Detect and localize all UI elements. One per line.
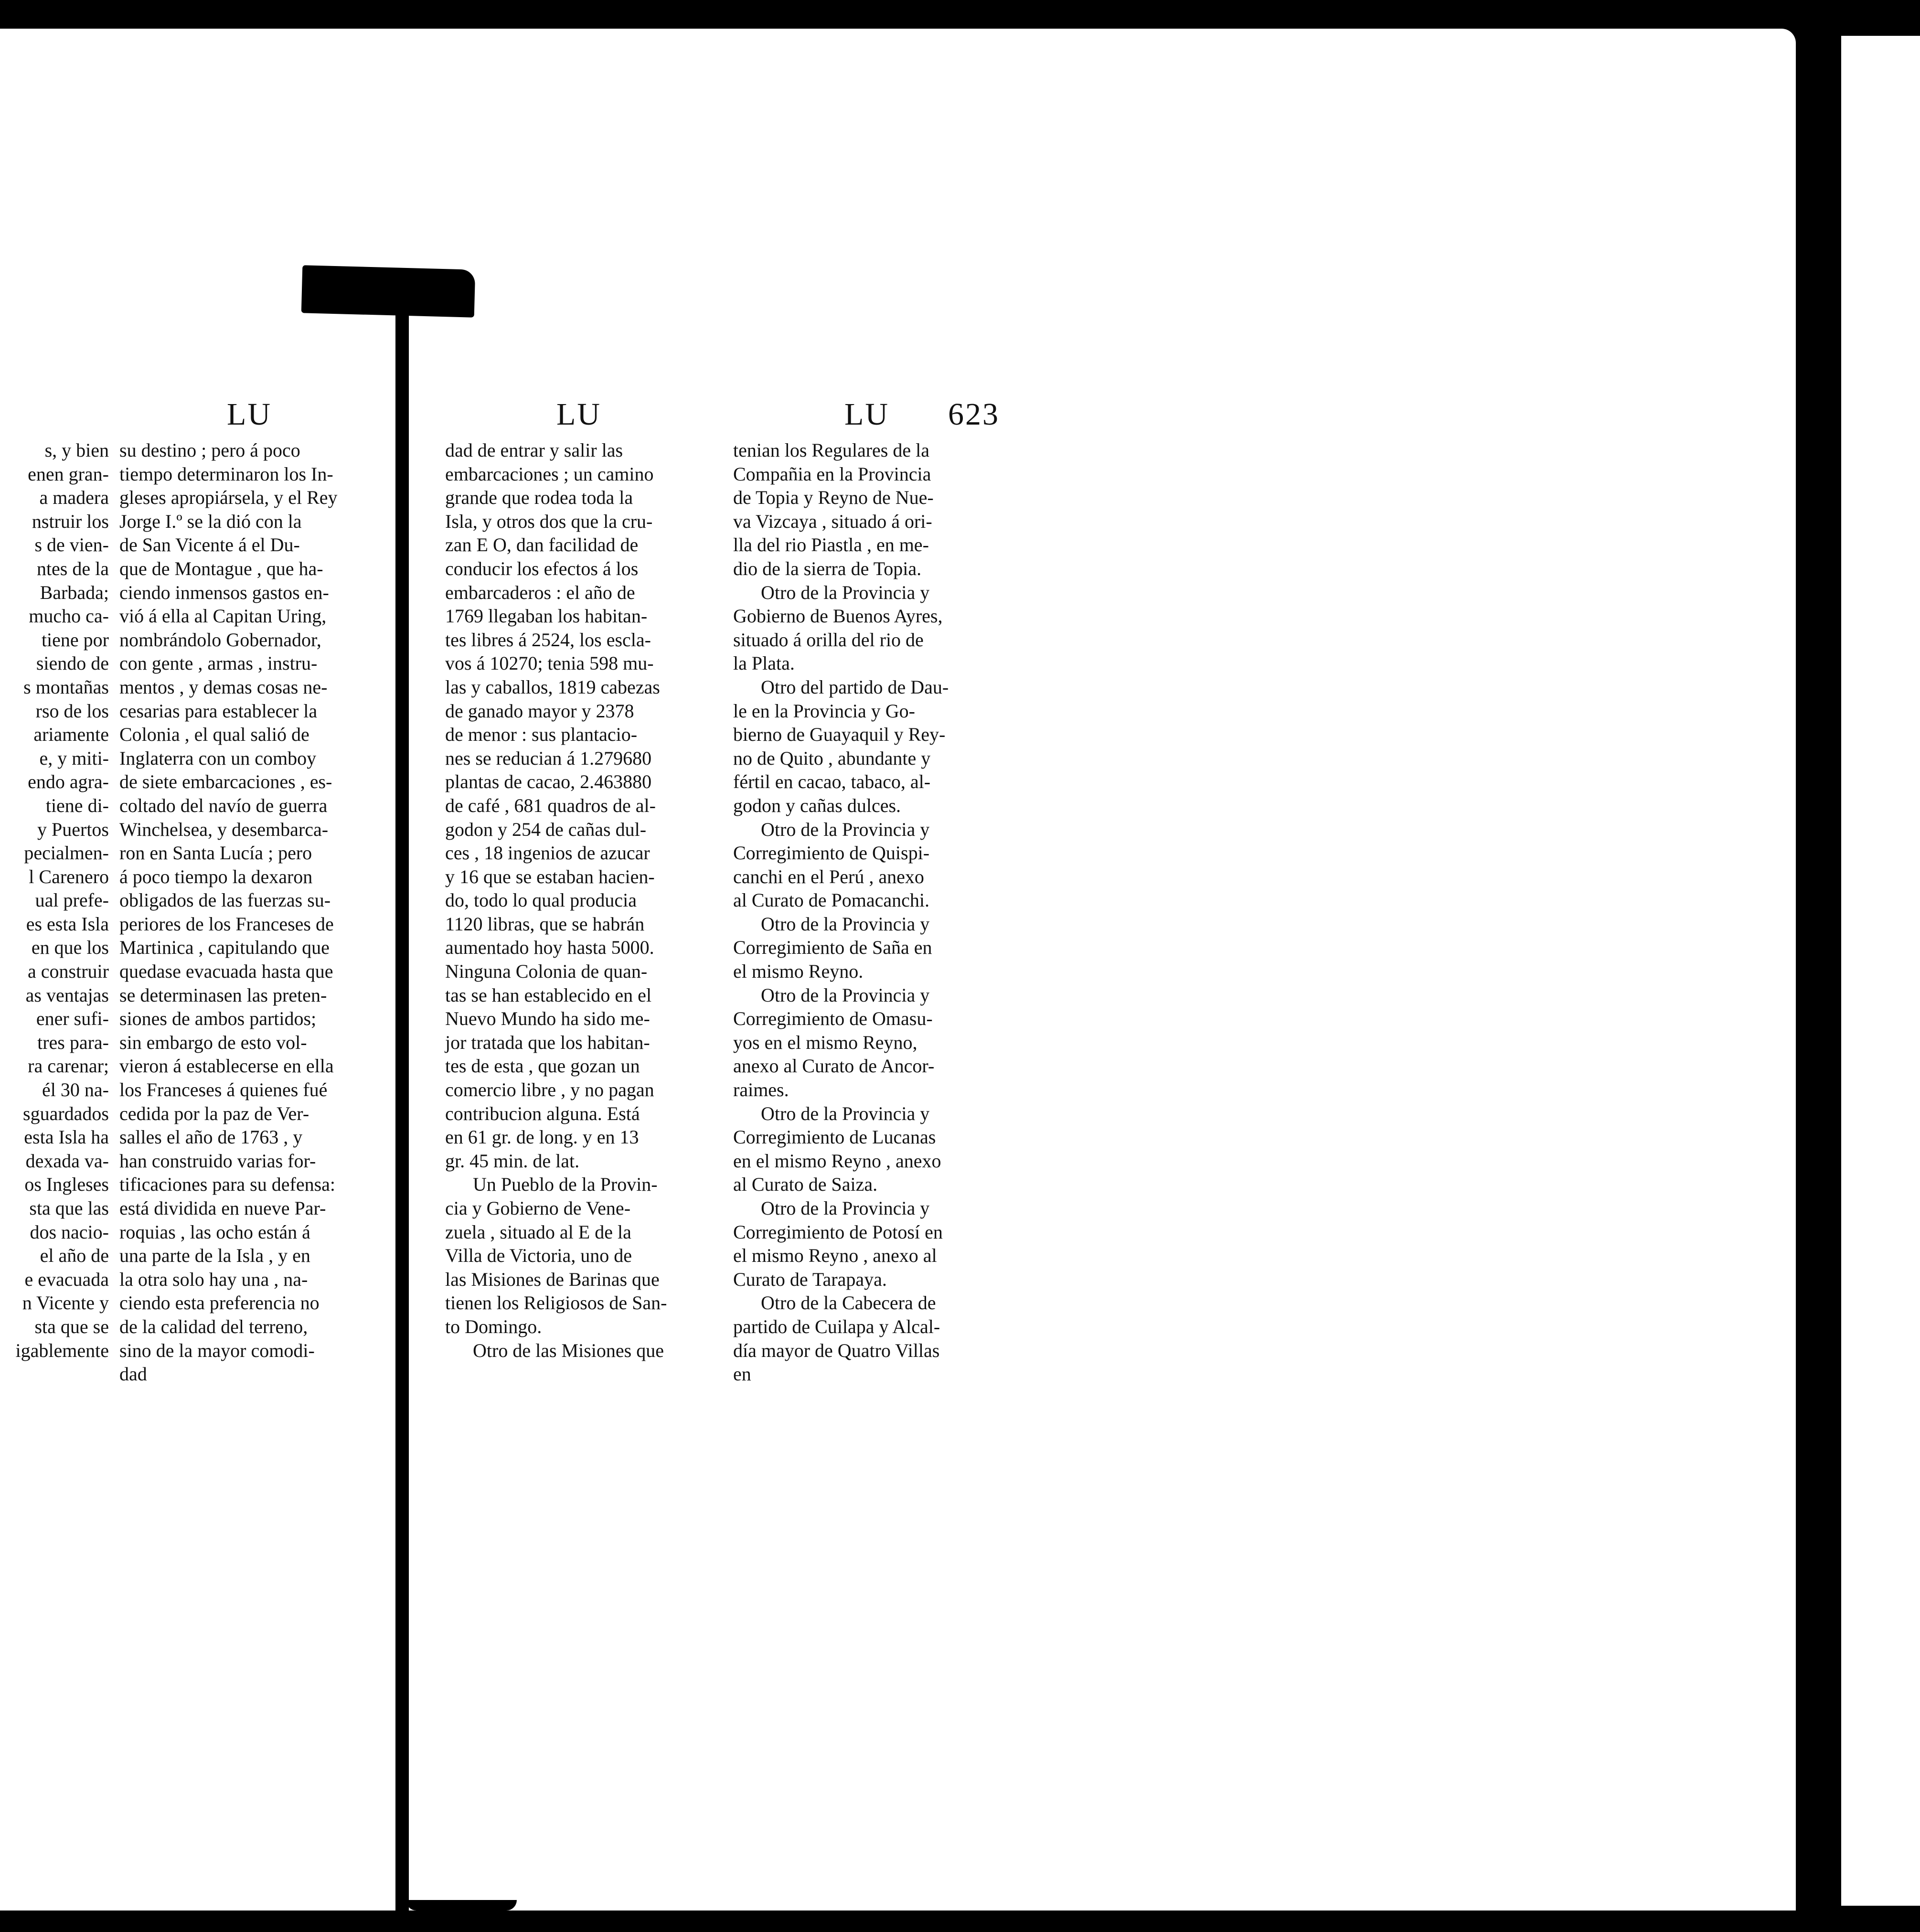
text-line: e evacuada (24, 1268, 109, 1290)
text-line: jor tratada que los habitan- (445, 1031, 650, 1053)
text-line: Otro de la Provincia y (761, 1102, 930, 1124)
text-line: vieron á establecerse en ella (119, 1055, 334, 1077)
text-line: tres para- (37, 1031, 109, 1053)
text-line: a construir (28, 961, 109, 982)
text-line: anexo al Curato de Ancor- (733, 1055, 935, 1077)
text-line: dad de entrar y salir las (445, 439, 623, 461)
text-line: va Vizcaya , situado á ori- (733, 510, 932, 532)
text-line: roquias , las ocho están á (119, 1221, 310, 1243)
text-line: una parte de la Isla , y en (119, 1245, 310, 1267)
text-line: gleses apropiársela, y el Rey (119, 487, 338, 509)
text-line: Otro de la Provincia y (761, 984, 930, 1006)
text-line: canchi en el Perú , anexo (733, 865, 924, 887)
text-line: godon y 254 de cañas dul- (445, 818, 647, 840)
text-line: coltado del navío de guerra (119, 794, 328, 816)
adjacent-page (1841, 36, 1920, 1906)
text-line: sguardados (23, 1102, 109, 1124)
text-line: cedida por la paz de Ver- (119, 1102, 309, 1124)
text-line: Martinica , capitulando que (119, 937, 330, 959)
text-line: su destino ; pero á poco (119, 439, 300, 461)
text-line: de ganado mayor y 2378 (445, 700, 634, 722)
text-line: ciendo esta preferencia no (119, 1292, 320, 1314)
text-line: zuela , situado al E de la (445, 1221, 631, 1243)
text-line: y Puertos (37, 818, 109, 840)
text-column-right (733, 438, 1005, 1386)
text-line: ciendo inmensos gastos en- (119, 581, 329, 603)
text-line: en que los (31, 937, 109, 959)
text-line: mucho ca- (29, 605, 109, 627)
text-line: obligados de las fuerzas su- (119, 889, 331, 911)
text-line: Corregimiento de Potosí en (733, 1221, 943, 1243)
text-line: dexada va- (25, 1150, 109, 1172)
text-line: ron en Santa Lucía ; pero (119, 842, 312, 864)
text-line: grande que rodea toda la (445, 487, 633, 509)
text-line: y 16 que se estaban hacien- (445, 865, 655, 887)
text-line: Inglaterra con un comboy (119, 747, 317, 769)
text-line: embarcaciones ; un camino (445, 463, 654, 485)
text-line: tificaciones para su defensa: (119, 1174, 336, 1195)
text-line: dos nacio- (30, 1221, 109, 1243)
text-column-middle (445, 438, 718, 1362)
text-line: Nuevo Mundo ha sido me- (445, 1008, 650, 1030)
text-line: conducir los efectos á los (445, 557, 639, 579)
text-line: tenian los Regulares de la (733, 439, 929, 461)
text-line: los Franceses á quienes fué (119, 1079, 328, 1101)
text-line: vos á 10270; tenia 598 mu- (445, 652, 654, 674)
text-line: cia y Gobierno de Vene- (445, 1197, 631, 1219)
text-line: siones de ambos partidos; (119, 1008, 317, 1030)
text-line: nombrándolo Gobernador, (119, 629, 321, 651)
text-line: Otro de la Provincia y (761, 913, 930, 935)
text-line: partido de Cuilapa y Alcal- (733, 1315, 940, 1337)
text-line: Otro del partido de Dau- (761, 676, 949, 698)
text-line: ual prefe- (35, 889, 109, 911)
text-line: enen gran- (28, 463, 109, 485)
text-line: vió á ella al Capitan Uring, (119, 605, 327, 627)
text-line: tiempo determinaron los In- (119, 463, 333, 485)
text-line: al Curato de Saiza. (733, 1174, 878, 1195)
text-line: la Plata. (733, 652, 795, 674)
text-line: os Ingleses (24, 1174, 109, 1195)
text-line: sta que se (34, 1315, 109, 1337)
text-line: no de Quito , abundante y (733, 747, 931, 769)
text-line: Otro de las Misiones que (473, 1339, 664, 1361)
text-line: es esta Isla (26, 913, 109, 935)
text-line: mentos , y demas cosas ne- (119, 676, 328, 698)
text-line: Jorge I.º se la dió con la (119, 510, 302, 532)
text-line: godon y cañas dulces. (733, 794, 901, 816)
text-line: está dividida en nueve Par- (119, 1197, 326, 1219)
text-line: Corregimiento de Saña en (733, 937, 932, 959)
text-line: de San Vicente á el Du- (119, 534, 300, 556)
text-line: to Domingo. (445, 1315, 542, 1337)
text-line: igablemente (15, 1339, 109, 1361)
text-line: comercio libre , y no pagan (445, 1079, 654, 1101)
text-line: en 61 gr. de long. y en 13 (445, 1126, 639, 1148)
text-line: le en la Provincia y Go- (733, 700, 915, 722)
text-line: las y caballos, 1819 cabezas (445, 676, 660, 698)
text-line: nes se reducian á 1.279680 (445, 747, 652, 769)
text-line: han construido varias for- (119, 1150, 316, 1172)
text-line: de Topia y Reyno de Nue- (733, 487, 934, 509)
text-line: sta que las (29, 1197, 109, 1219)
text-line: dad (119, 1363, 147, 1385)
text-line: plantas de cacao, 2.463880 (445, 771, 652, 793)
text-line: Otro de la Cabecera de (761, 1292, 936, 1314)
text-line: raimes. (733, 1079, 789, 1101)
text-line: con gente , armas , instru- (119, 652, 318, 674)
text-line: Corregimiento de Lucanas (733, 1126, 936, 1148)
text-line: siendo de (36, 652, 109, 674)
text-line: tes libres á 2524, los escla- (445, 629, 651, 651)
text-line: periores de los Franceses de (119, 913, 334, 935)
text-line: al Curato de Pomacanchi. (733, 889, 929, 911)
text-line: Winchelsea, y desembarca- (119, 818, 329, 840)
text-line: fértil en cacao, tabaco, al- (733, 771, 931, 793)
text-line: Otro de la Provincia y (761, 581, 930, 603)
text-line: las Misiones de Barinas que (445, 1268, 660, 1290)
running-head-left: LU (227, 397, 272, 432)
text-line: Corregimiento de Omasu- (733, 1008, 933, 1030)
text-line: Isla, y otros dos que la cru- (445, 510, 653, 532)
text-line: ener sufi- (36, 1008, 109, 1030)
running-head-middle: LU (556, 397, 601, 432)
text-column-partial (0, 438, 109, 1362)
text-line: endo agra- (28, 771, 109, 793)
text-line: rso de los (35, 700, 109, 722)
text-line: en el mismo Reyno , anexo (733, 1150, 941, 1172)
text-line: pecialmen- (24, 842, 109, 864)
text-line: 1769 llegaban los habitan- (445, 605, 648, 627)
text-line: embarcaderos : el año de (445, 581, 635, 603)
text-line: s montañas (23, 676, 109, 698)
text-line: el año de (40, 1245, 109, 1267)
text-line: contribucion alguna. Está (445, 1102, 640, 1124)
text-line: de menor : sus plantacio- (445, 724, 638, 746)
binding-clip (301, 265, 475, 317)
text-line: á poco tiempo la dexaron (119, 865, 313, 887)
text-line: Villa de Victoria, uno de (445, 1245, 632, 1267)
text-line: a madera (39, 487, 109, 509)
text-line: tas se han establecido en el (445, 984, 652, 1006)
text-line: yos en el mismo Reyno, (733, 1031, 917, 1053)
text-line: tiene di- (45, 794, 109, 816)
text-line: e, y miti- (39, 747, 109, 769)
text-line: que de Montague , que ha- (119, 557, 323, 579)
text-line: cesarias para establecer la (119, 700, 318, 722)
text-line: ntes de la (36, 557, 109, 579)
gutter-foot (406, 1900, 517, 1911)
text-line: gr. 45 min. de lat. (445, 1150, 580, 1172)
text-line: se determinasen las preten- (119, 984, 327, 1006)
page-number: 623 (948, 397, 1000, 432)
text-line: zan E O, dan facilidad de (445, 534, 639, 556)
text-line: Gobierno de Buenos Ayres, (733, 605, 943, 627)
text-line: nstruir los (32, 510, 109, 532)
text-line: Curato de Tarapaya. (733, 1268, 887, 1290)
text-line: do, todo lo qual producia (445, 889, 637, 911)
text-line: lla del rio Piastla , en me- (733, 534, 929, 556)
text-line: tiene por (41, 629, 109, 651)
running-head-right: LU (844, 397, 889, 432)
text-line: día mayor de Quatro Villas (733, 1339, 940, 1361)
text-line: él 30 na- (42, 1079, 109, 1101)
text-line: sin embargo de esto vol- (119, 1031, 307, 1053)
text-line: ariamente (33, 724, 109, 746)
text-line: Un Pueblo de la Provin- (473, 1174, 658, 1195)
text-line: esta Isla ha (24, 1126, 109, 1148)
text-line: ra carenar; (28, 1055, 109, 1077)
text-line: salles el año de 1763 , y (119, 1126, 303, 1148)
text-line: el mismo Reyno , anexo al (733, 1245, 937, 1267)
text-line: dio de la sierra de Topia. (733, 557, 922, 579)
text-line: Otro de la Provincia y (761, 1197, 930, 1219)
text-line: Barbada; (40, 581, 109, 603)
text-line: n Vicente y (22, 1292, 109, 1314)
text-column-left (119, 438, 392, 1386)
text-line: bierno de Guayaquil y Rey- (733, 724, 946, 746)
text-line: el mismo Reyno. (733, 961, 864, 982)
text-line: de siete embarcaciones , es- (119, 771, 332, 793)
text-line: tes de esta , que gozan un (445, 1055, 640, 1077)
text-line: ces , 18 ingenios de azucar (445, 842, 650, 864)
text-line: de café , 681 quadros de al- (445, 794, 656, 816)
text-line: as ventajas (25, 984, 109, 1006)
text-line: Otro de la Provincia y (761, 818, 930, 840)
text-line: Compañia en la Provincia (733, 463, 931, 485)
text-line: s, y bien (44, 439, 109, 461)
text-line: tienen los Religiosos de San- (445, 1292, 667, 1314)
text-line: s de vien- (34, 534, 109, 556)
text-line: de la calidad del terreno, (119, 1315, 308, 1337)
text-line: la otra solo hay una , na- (119, 1268, 308, 1290)
text-line: situado á orilla del rio de (733, 629, 924, 651)
text-line: Colonia , el qual salió de (119, 724, 309, 746)
text-line: sino de la mayor comodi- (119, 1339, 315, 1361)
text-line: en (733, 1363, 751, 1385)
text-line: quedase evacuada hasta que (119, 961, 333, 982)
text-line: Corregimiento de Quispi- (733, 842, 930, 864)
text-line: aumentado hoy hasta 5000. (445, 937, 654, 959)
text-line: 1120 libras, que se habrán (445, 913, 645, 935)
text-line: l Carenero (29, 865, 109, 887)
book-gutter (395, 313, 409, 1932)
text-line: Ninguna Colonia de quan- (445, 961, 648, 982)
